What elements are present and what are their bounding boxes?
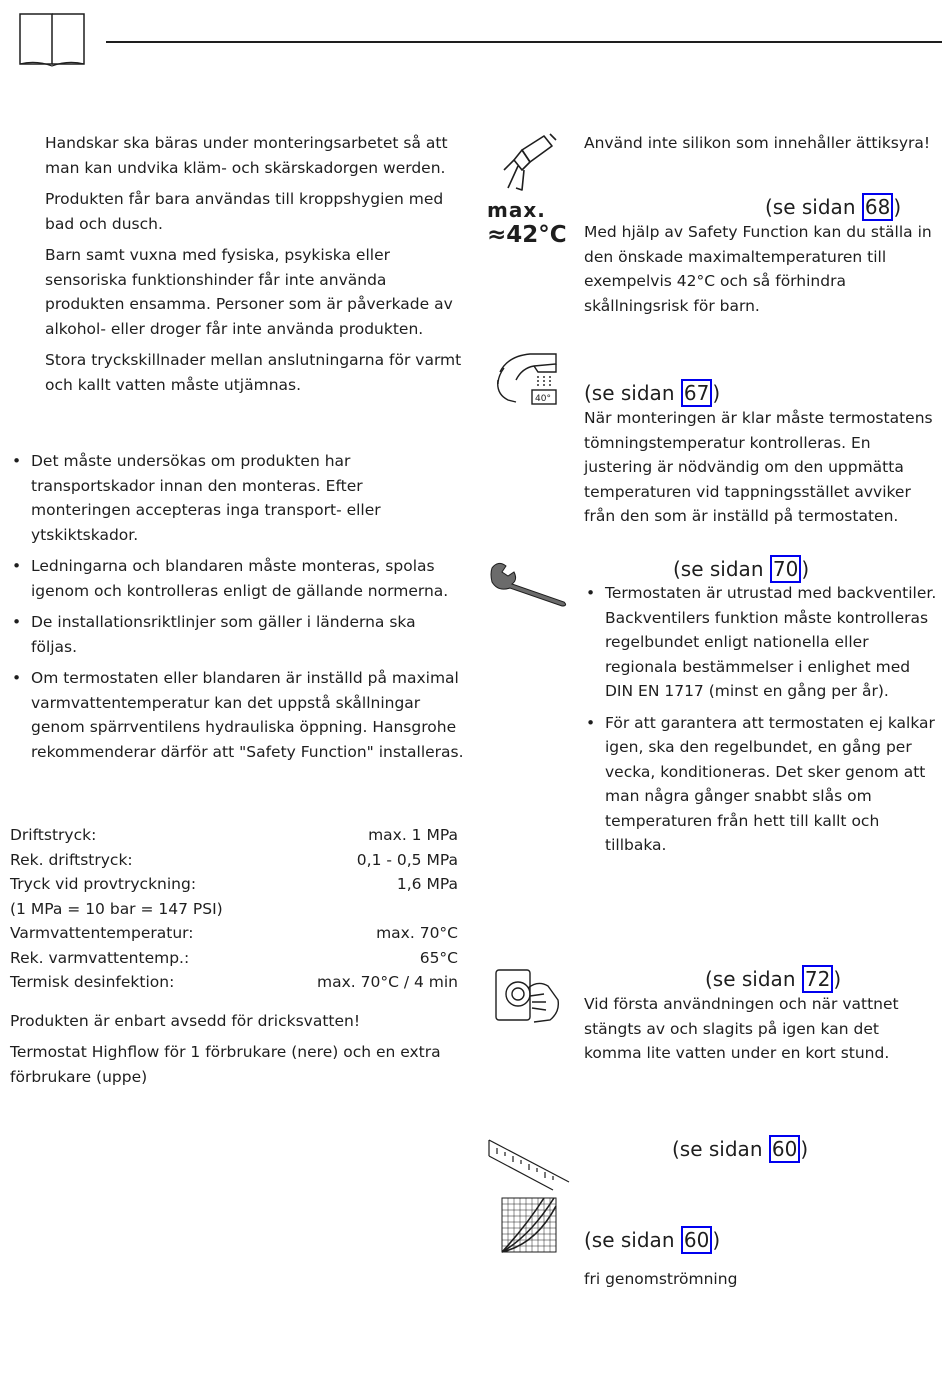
first-use-ref: (se sidan 72 ) xyxy=(705,967,842,991)
spec-label: Varmvattentemperatur: xyxy=(10,924,194,942)
max-label: max. xyxy=(487,198,546,222)
header-rule xyxy=(106,41,942,43)
spec-note: (1 MPa = 10 bar = 147 PSI) xyxy=(10,899,223,918)
temperature-label: ≈42°C xyxy=(487,222,567,248)
thermostat-description: Termostat Highflow för 1 förbrukare (nere) och en extra förbrukare (uppe) xyxy=(10,1043,441,1086)
adjustment-text: När monteringen är klar måste termostatens tömningstemperatur kontrolleras. En justering är nödvändig om den uppmätta temperaturen vid tappningsstället avviker från den som är inställd på termostaten. xyxy=(584,409,933,525)
maintenance-ref: (se sidan 70 ) xyxy=(673,557,810,581)
intro-paragraph: Handskar ska bäras under monteringsarbetet så att man kan undvika kläm- och skärskadorgen werden. xyxy=(45,134,448,177)
installation-notes xyxy=(10,449,466,764)
hand-shower-thermometer-icon xyxy=(494,350,562,410)
drinking-water-note: Produkten är enbart avsedd för dricksvatten! xyxy=(10,1011,361,1030)
intro-paragraph: Produkten får bara användas till kroppshygien med bad och dusch. xyxy=(45,190,444,233)
list-item: • De installationsriktlinjer som gäller i länderna ska följas. xyxy=(10,610,466,659)
spec-value: 1,6 MPa xyxy=(396,875,458,893)
page-link-72[interactable]: 72 xyxy=(802,965,833,993)
book-icon xyxy=(18,10,88,68)
maintenance-list xyxy=(584,581,942,865)
page-link-68[interactable]: 68 xyxy=(862,193,893,221)
adjustment-ref: (se sidan 67 ) xyxy=(584,381,721,405)
page-link-67[interactable]: 67 xyxy=(681,379,712,407)
silicone-gun-icon xyxy=(500,130,560,192)
spec-value: max. 70°C xyxy=(376,924,458,942)
spec-label: Termisk desinfektion: xyxy=(10,973,175,991)
list-item: • Om termostaten eller blandaren är inställd på maximal varmvattentemperatur kan det uppstå skållningar genom spärrventilens hydrauliska öppning. Hansgrohe rekommenderar därför att "Safety Function" installeras. xyxy=(10,666,466,764)
spec-value: 0,1 - 0,5 MPa xyxy=(356,850,458,869)
safety-notes xyxy=(10,131,466,397)
list-item: • För att garantera att termostaten ej kalkar igen, ska den regelbundet, en gång per vecka, konditioneras. Det sker genom att man några gånger snabbt slås om temperaturen från hett till kallt och tillbaka. xyxy=(584,711,942,858)
technical-data xyxy=(10,823,458,1089)
list-item: • Det måste undersökas om produkten har transportskador innan den monteras. Efter monteringen accepteras inga transport- eller ytskiktskador. xyxy=(10,449,466,547)
hand-turning-knob-icon xyxy=(494,966,564,1024)
spec-label: Rek. varmvattentemp.: xyxy=(10,948,190,967)
safety-function-ref: (se sidan 68 ) xyxy=(765,195,902,219)
safety-function-text: Med hjälp av Safety Function kan du ställa in den önskade maximaltemperaturen till exempelvis 42°C och så förhindra skållningsrisk för barn. xyxy=(584,223,932,315)
flow-text: fri genomströmning xyxy=(584,1270,738,1288)
spec-row xyxy=(10,848,458,873)
list-item: • Termostaten är utrustad med backventiler. Backventilers funktion måste kontrolleras regelbundet enligt nationella eller regionala bestämmelser i enlighet med DIN EN 1717 (minst en gång per år). xyxy=(584,581,942,704)
max-temperature-badge xyxy=(487,199,567,249)
spec-label: Rek. driftstryck: xyxy=(10,850,133,869)
spec-row xyxy=(10,921,458,946)
thermometer-readout: 40° xyxy=(535,394,551,404)
intro-paragraph: Barn samt vuxna med fysiska, psykiska eller sensoriska funktionshinder får inte använda produkten ensamma. Personer som är påverkade av alkohol- eller droger får inte använda produkten. xyxy=(45,246,453,338)
first-use-text: Vid första användningen och när vattnet stängts av och slagits på igen kan det komma lite vatten under en kort stund. xyxy=(584,995,899,1062)
spec-value: 65°C xyxy=(419,948,458,967)
spec-value: max. 1 MPa xyxy=(368,826,458,844)
silicone-warning: Använd inte silikon som innehåller ättiksyra! xyxy=(584,134,931,152)
page-link-60[interactable]: 60 xyxy=(769,1135,800,1163)
left-column xyxy=(10,131,466,1096)
spec-label: Tryck vid provtryckning: xyxy=(10,875,197,893)
dimensions-ruler-icon xyxy=(487,1136,571,1192)
spec-row xyxy=(10,970,458,995)
flow-diagram-ref: (se sidan 60 ) xyxy=(584,1228,721,1252)
spec-row xyxy=(10,823,458,848)
flow-diagram-icon xyxy=(500,1196,558,1254)
wrench-icon xyxy=(488,560,570,608)
page-link-70[interactable]: 70 xyxy=(770,555,801,583)
spec-value: max. 70°C / 4 min xyxy=(316,973,458,991)
intro-paragraph: Stora tryckskillnader mellan anslutningarna för varmt och kallt vatten måste utjämnas. xyxy=(45,351,462,394)
list-item: • Ledningarna och blandaren måste monteras, spolas igenom och kontrolleras enligt de gällande normerna. xyxy=(10,554,466,603)
page-link-60[interactable]: 60 xyxy=(681,1226,712,1254)
spec-row xyxy=(10,872,458,897)
dimensions-ref: (se sidan 60 ) xyxy=(672,1137,809,1161)
spec-label: Driftstryck: xyxy=(10,826,97,844)
spec-row xyxy=(10,946,458,971)
